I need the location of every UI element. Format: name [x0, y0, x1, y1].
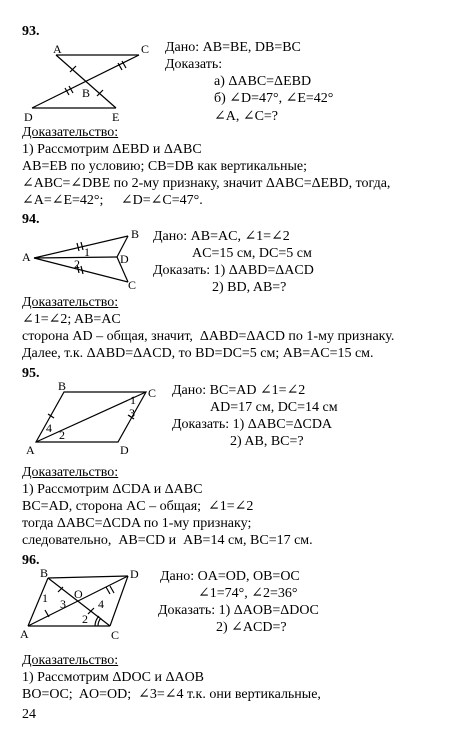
- label-d: D: [120, 252, 129, 266]
- label-c: C: [148, 386, 157, 400]
- proof-title: Доказательство:: [22, 465, 119, 480]
- proof-line: ∠A=∠E=42°; ∠D=∠C=47°.: [22, 193, 203, 208]
- figure-96: [18, 566, 158, 646]
- angle-3: 3: [60, 597, 66, 611]
- label-b: B: [40, 566, 49, 580]
- problem-number: 94.: [22, 212, 40, 227]
- proof-line: BC=AD, сторона AC – общая; ∠1=∠2: [22, 499, 254, 514]
- given-line: Дано: OA=OD, OB=OC: [160, 569, 300, 584]
- given-line: Доказать: 1) ΔABC=ΔCDA: [172, 417, 333, 432]
- angle-4: 4: [46, 421, 52, 435]
- proof-line: следовательно, AB=CD и AB=14 см, BC=17 см.: [22, 533, 313, 548]
- angle-1: 1: [84, 245, 90, 259]
- given-line: 2) BD, AB=?: [212, 280, 287, 295]
- given-line: 2) ∠ACD=?: [216, 620, 287, 635]
- label-d: D: [130, 567, 139, 581]
- given-line: 2) AB, BC=?: [230, 434, 304, 449]
- proof-title: Доказательство:: [22, 295, 119, 310]
- angle-1: 1: [130, 393, 136, 407]
- given-line: Дано: AB=AC, ∠1=∠2: [153, 229, 290, 244]
- given-line: ∠1=74°, ∠2=36°: [198, 586, 298, 601]
- label-o: O: [74, 587, 83, 601]
- given-line: Дано: BC=AD ∠1=∠2: [172, 383, 306, 398]
- angle-1: 1: [42, 591, 48, 605]
- proof-line: 1) Рассмотрим ΔEBD и ΔABC: [22, 142, 202, 157]
- angle-2: 2: [74, 257, 80, 271]
- given-line: а) ΔABC=ΔEBD: [214, 74, 312, 89]
- angle-2: 2: [59, 428, 65, 442]
- problem-number: 96.: [22, 553, 40, 568]
- label-a: A: [26, 443, 35, 457]
- figure-94: [20, 226, 150, 292]
- label-a: A: [22, 250, 31, 264]
- proof-line: 1) Рассмотрим ΔCDA и ΔABC: [22, 482, 203, 497]
- proof-line: сторона AD – общая, значит, ΔABD=ΔACD по 1-му признаку.: [22, 329, 395, 344]
- given-line: б) ∠D=47°, ∠E=42°: [214, 91, 334, 106]
- figure-95: [20, 380, 170, 460]
- given-line: Доказать:: [165, 57, 223, 72]
- given-line: AC=15 см, DC=5 см: [192, 246, 312, 261]
- figure-93: [20, 38, 160, 124]
- angle-4: 4: [98, 597, 104, 611]
- proof-line: Далее, т.к. ΔABD=ΔACD, то BD=DC=5 см; AB=AC=15 см.: [22, 346, 374, 361]
- proof-title: Доказательство:: [22, 125, 119, 140]
- label-b: B: [58, 380, 67, 393]
- angle-3: 3: [129, 406, 135, 420]
- label-c: C: [111, 628, 120, 642]
- page-number: 24: [22, 707, 36, 722]
- label-b: B: [82, 86, 91, 100]
- proof-line: 1) Рассмотрим ΔDOC и ΔAOB: [22, 670, 205, 685]
- proof-line: ∠ABC=∠DBE по 2-му признаку, значит ΔABC=ΔEBD, тогда,: [22, 176, 391, 191]
- given-line: AD=17 см, DC=14 см: [210, 400, 338, 415]
- label-d: D: [120, 443, 129, 457]
- proof-title: Доказательство:: [22, 653, 119, 668]
- given-line: ∠A, ∠C=?: [214, 109, 279, 124]
- proof-line: тогда ΔABC=ΔCDA по 1-му признаку;: [22, 516, 252, 531]
- label-d: D: [24, 110, 33, 124]
- label-b: B: [131, 227, 140, 241]
- problem-number: 93.: [22, 24, 40, 39]
- label-e: E: [112, 110, 120, 124]
- label-a: A: [53, 42, 62, 56]
- given-line: Дано: AB=BE, DB=BC: [165, 40, 301, 55]
- label-c: C: [141, 42, 150, 56]
- proof-line: AB=EB по условию; CB=DB как вертикальные;: [22, 159, 307, 174]
- given-line: Доказать: 1) ΔAOB=ΔDOC: [158, 603, 319, 618]
- label-a: A: [20, 627, 29, 641]
- given-line: Доказать: 1) ΔABD=ΔACD: [153, 263, 314, 278]
- problem-number: 95.: [22, 366, 40, 381]
- label-c: C: [128, 278, 137, 292]
- angle-2: 2: [82, 612, 88, 626]
- proof-line: ∠1=∠2; AB=AC: [22, 312, 121, 327]
- proof-line: BO=OC; AO=OD; ∠3=∠4 т.к. они вертикальные,: [22, 687, 321, 702]
